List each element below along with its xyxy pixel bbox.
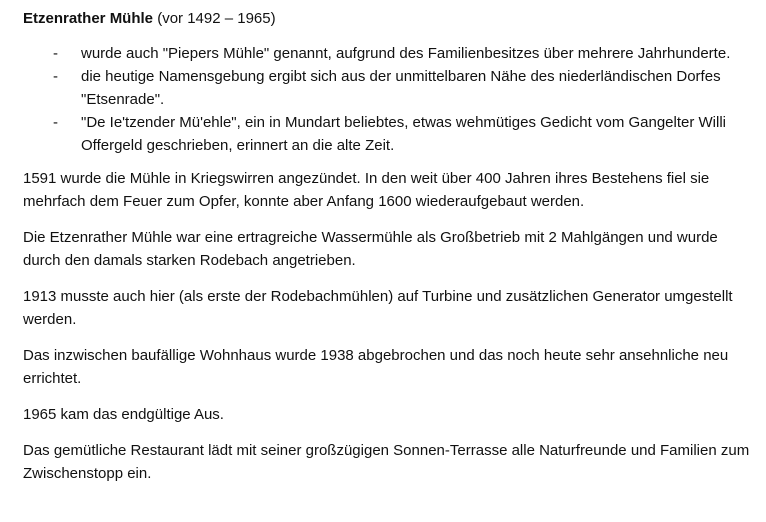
bullet-dash: - [53,114,58,131]
document-title [23,8,758,30]
paragraph-watermill: Die Etzenrather Mühle war eine ertragreiche Wassermühle als Großbetrieb mit 2 Mahlgängen und wurde durch den damals starken Rodebach angetrieben. [23,229,718,269]
bullet-text: die heutige Namensgebung ergibt sich aus der unmittelbaren Nähe des niederländischen Dorfes "Etsenrade". [81,68,721,108]
paragraph-fire-1591: 1591 wurde die Mühle in Kriegswirren angezündet. In den weit über 400 Jahren ihres Bestehens fiel sie mehrfach dem Feuer zum Opfer, konnte aber Anfang 1600 wiederaufgebaut werden. [23,170,710,210]
paragraph-house-1938: Das inzwischen baufällige Wohnhaus wurde 1938 abgebrochen und das noch heute sehr ansehnliche neu errichtet. [23,347,729,387]
document-page [23,8,758,498]
title-name: Etzenrather Mühle [23,10,154,27]
bullet-text: "De Ie'tzender Mü'ehle", ein in Mundart beliebtes, etwas wehmütiges Gedicht vom Gangelter Willi Offergeld geschrieben, erinnert an die alte Zeit. [81,114,727,154]
paragraph-restaurant: Das gemütliche Restaurant lädt mit seiner großzügigen Sonnen-Terrasse alle Naturfreunde und Familien zum Zwischenstopp ein. [23,442,750,482]
bullet-text: wurde auch "Piepers Mühle" genannt, aufgrund des Familienbesitzes über mehrere Jahrhunderte. [81,45,731,62]
bullet-item [23,111,758,157]
bullet-list [23,42,758,157]
bullet-dash: - [53,45,58,62]
bullet-dash: - [53,68,58,85]
title-period: (vor 1492 – 1965) [153,10,276,27]
paragraph-turbine-1913: 1913 musste auch hier (als erste der Rodebachmühlen) auf Turbine und zusätzlichen Generator umgestellt werden. [23,288,733,328]
paragraph-end-1965: 1965 kam das endgültige Aus. [23,406,224,423]
bullet-item [23,42,758,65]
bullet-item [23,65,758,111]
